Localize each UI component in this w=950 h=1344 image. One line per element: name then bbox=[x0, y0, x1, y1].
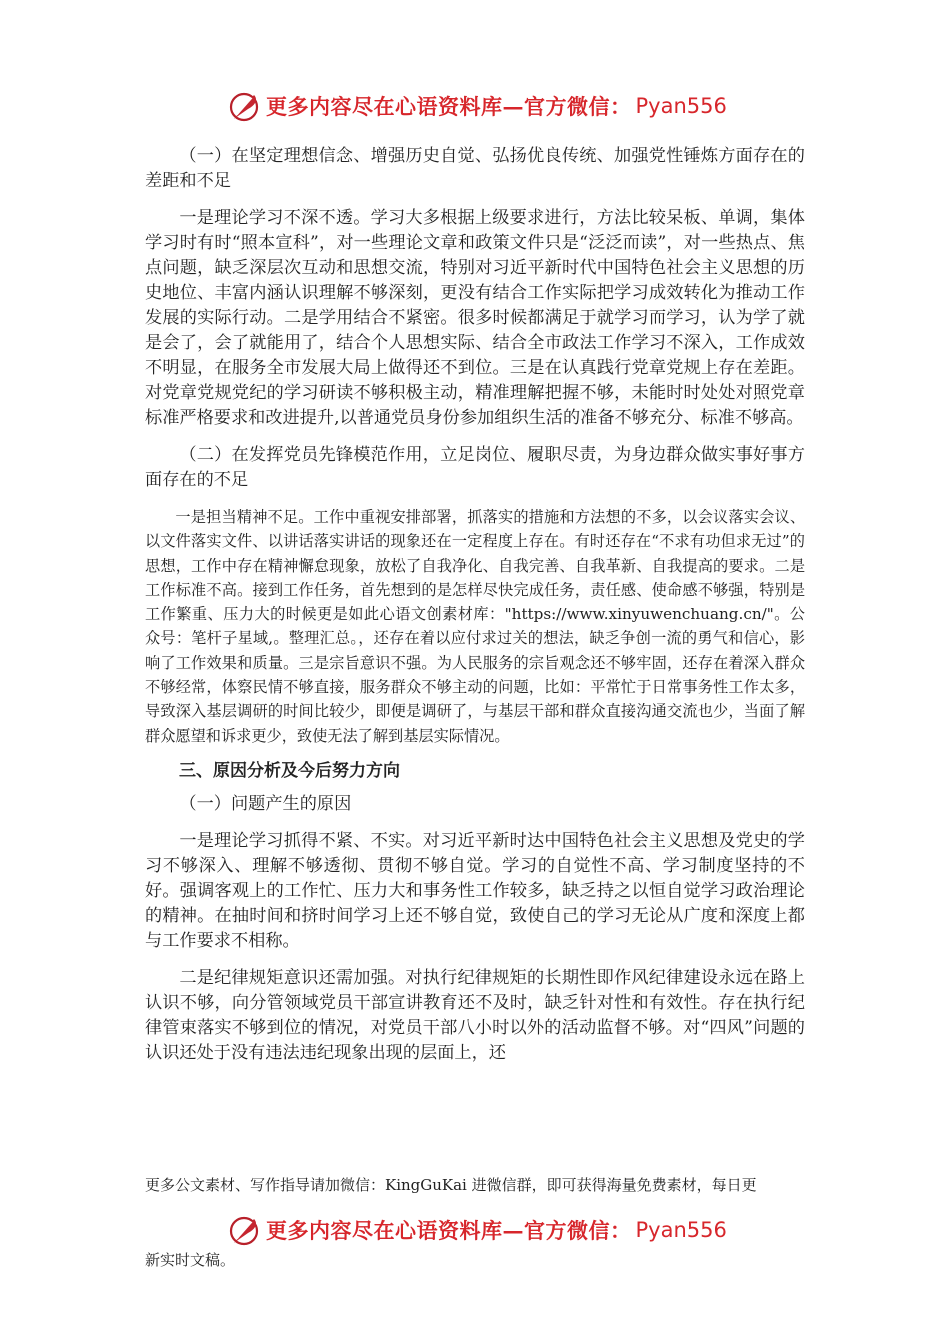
section-3-heading: 三、原因分析及今后努力方向 bbox=[179, 760, 400, 781]
banner-wechat-id: Pyan556 bbox=[635, 94, 727, 118]
section-2-body: 一是担当精神不足。工作中重视安排部署，抓落实的措施和方法想的不多，以会议落实会议、以文件落实文件、以讲话落实讲话的现象还在一定程度上存在。有时还存在“不求有功但求无过”的思想，工作中存在精神懈怠现象，放松了自我净化、自我完善、自我革新、自我提高的要求。二是工作标准不高。接到工作任务，首先想到的是怎样尽快完成任务，责任感、使命感不够强，特别是工作繁重、压力大的时候更是如此心语文创素材库："https://www.xinyuwenchuang.cn/"。公众号：笔杆子星域,。整理汇总。，还存在着以应付求过关的想法，缺乏争创一流的勇气和信心，影响了工作效果和质量。三是宗旨意识不强。为人民服务的宗旨观念还不够牢固，还存在着深入群众不够经常，体察民情不够直接，服务群众不够主动的问题，比如：平常忙于日常事务性工作太多，导致深入基层调研的时间比较少，即便是调研了，与基层干部和群众直接沟通交流也少，当面了解群众愿望和诉求更少，致使无法了解到基层实际情况。 bbox=[145, 508, 805, 745]
banner-wechat-id: Pyan556 bbox=[635, 1218, 727, 1242]
document-body bbox=[145, 144, 805, 1066]
quill-logo-icon bbox=[228, 89, 262, 123]
section-2-title: （二）在发挥党员先锋模范作用，立足岗位、履职尽责，为身边群众做实事好事方面存在的不足 bbox=[145, 445, 805, 490]
banner-text: 更多内容尽在心语资料库—官方微信： bbox=[266, 94, 632, 119]
footer-note: 更多公文素材、写作指导请加微信：KingGuKai 进微信群，即可获得海量免费素材，每日更 bbox=[145, 1176, 757, 1194]
section-3-paragraph-1: 一是理论学习抓得不紧、不实。对习近平新时达中国特色社会主义思想及党史的学习不够深入、理解不够透彻、贯彻不够自觉。学习的自觉性不高、学习制度坚持的不好。强调客观上的工作忙、压力大和事务性工作较多，缺乏持之以恒自觉学习政治理论的精神。在抽时间和挤时间学习上还不够自觉，致使自己的学习无论从广度和深度上都与工作要求不相称。 bbox=[145, 830, 805, 951]
section-1-body: 一是理论学习不深不透。学习大多根据上级要求进行，方法比较呆板、单调，集体学习时有时“照本宣科”，对一些理论文章和政策文件只是“泛泛而读”，对一些热点、焦点问题，缺乏深层次互动和思想交流，特别对习近平新时代中国特色社会主义思想的历史地位、丰富内涵认识理解不够深刻，更没有结合工作实际把学习成效转化为推动工作发展的实际行动。二是学用结合不紧密。很多时候都满足于就学习而学习，认为学了就是会了，会了就能用了，结合个人思想实际、结合全市政法工作学习不深入，工作成效不明显，在服务全市发展大局上做得还不到位。三是在认真践行党章党规上存在差距。对党章党规党纪的学习研读不够积极主动，精准理解把握不够，未能时时处处对照党章标准严格要求和改进提升,以普通党员身份参加组织生活的准备不够充分、标准不够高。 bbox=[145, 208, 805, 428]
section-3-subheading: （一）问题产生的原因 bbox=[179, 793, 352, 814]
section-1-title: （一）在坚定理想信念、增强历史自觉、弘扬优良传统、加强党性锤炼方面存在的差距和不足 bbox=[145, 146, 805, 191]
banner-text: 更多内容尽在心语资料库—官方微信： bbox=[266, 1218, 632, 1243]
section-3-paragraph-2: 二是纪律规矩意识还需加强。对执行纪律规矩的长期性即作风纪律建设永远在路上认识不够，向分管领域党员干部宣讲教育还不及时，缺乏针对性和有效性。存在执行纪律管束落实不够到位的情况，对党员干部八小时以外的活动监督不够。对“四风”问题的认识还处于没有违法违纪现象出现的层面上，还 bbox=[145, 967, 805, 1063]
footer-banner bbox=[228, 1210, 727, 1250]
footer-note-continued: 新实时文稿。 bbox=[145, 1251, 236, 1269]
quill-logo-icon bbox=[228, 1213, 262, 1247]
header-banner bbox=[228, 86, 727, 126]
